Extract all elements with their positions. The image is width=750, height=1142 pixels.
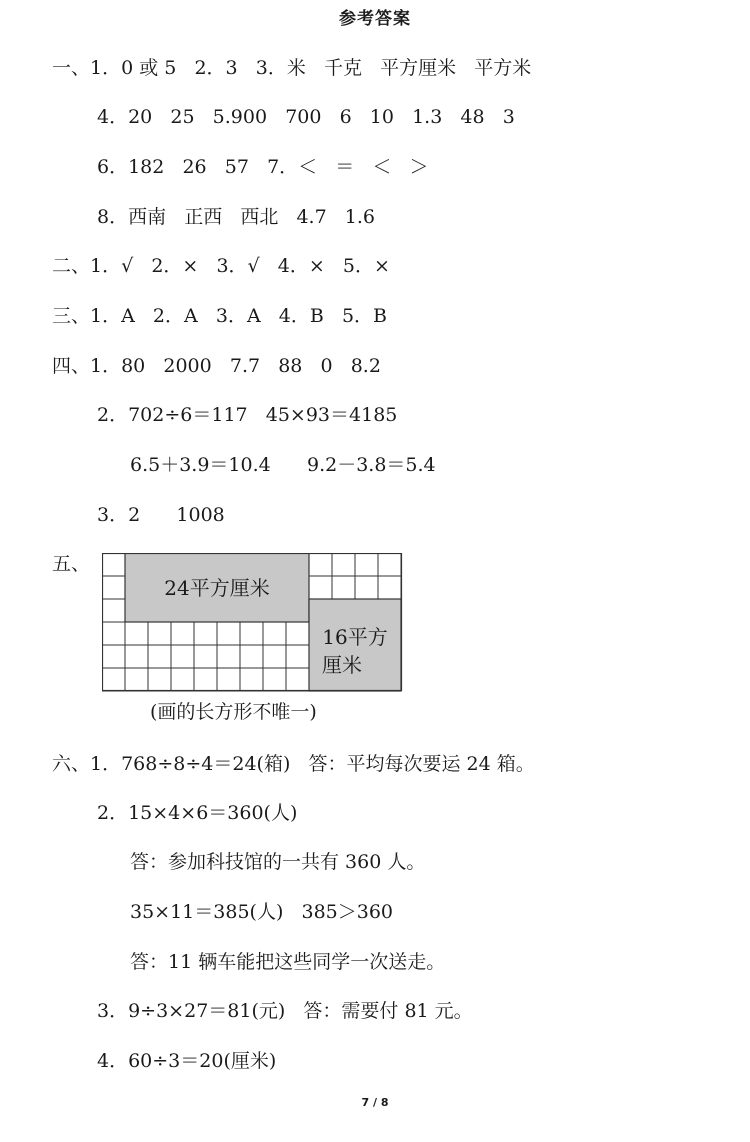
area-grid-figure bbox=[102, 553, 404, 692]
answer-line-6-3: 3．9÷3×27＝81(元) 答：需要付 81 元。 bbox=[97, 1000, 473, 1022]
answer-line-6-2d: 答：11 辆车能把这些同学一次送走。 bbox=[130, 951, 446, 973]
answer-line-6-4: 4．60÷3＝20(厘米) bbox=[97, 1050, 277, 1072]
answer-line-4-1: 四、1．80 2000 7.7 88 0 8.2 bbox=[52, 355, 381, 377]
answer-line-6-1: 六、1．768÷8÷4＝24(箱) 答：平均每次要运 24 箱。 bbox=[52, 753, 535, 775]
rect-16-label-line1: 16平方 bbox=[322, 625, 388, 649]
answer-line-1-4: 4．20 25 5.900 700 6 10 1.3 48 3 bbox=[97, 106, 515, 128]
answer-line-4-2: 2．702÷6＝117 45×93＝4185 bbox=[97, 404, 398, 426]
answer-line-6-2b: 答：参加科技馆的一共有 360 人。 bbox=[130, 851, 426, 873]
answer-line-6-2c: 35×11＝385(人) 385＞360 bbox=[130, 901, 394, 923]
rect-16-label-line2: 厘米 bbox=[322, 653, 362, 677]
figure-caption: (画的长方形不唯一) bbox=[150, 701, 317, 723]
answer-line-6-2: 2．15×4×6＝360(人) bbox=[97, 802, 298, 824]
answer-line-1-8: 8．西南 正西 西北 4.7 1.6 bbox=[97, 206, 375, 228]
section-5-label: 五、 bbox=[52, 553, 91, 575]
answer-line-1-6: 6．182 26 57 7．＜ ＝ ＜ ＞ bbox=[97, 156, 429, 178]
page-title: 参考答案 bbox=[339, 9, 411, 29]
answer-line-1-1: 一、1．0 或 5 2．3 3．米 千克 平方厘米 平方米 bbox=[52, 57, 532, 79]
page-number: 7 / 8 bbox=[361, 1096, 389, 1109]
rect-24-label: 24平方厘米 bbox=[164, 576, 270, 600]
answer-line-4-2b: 6.5＋3.9＝10.4 9.2－3.8＝5.4 bbox=[130, 454, 436, 476]
answer-line-2: 二、1．√ 2．× 3．√ 4．× 5．× bbox=[52, 255, 390, 277]
answer-line-4-3: 3．2 1008 bbox=[97, 504, 225, 526]
answer-line-3: 三、1．A 2．A 3．A 4．B 5．B bbox=[52, 305, 388, 327]
